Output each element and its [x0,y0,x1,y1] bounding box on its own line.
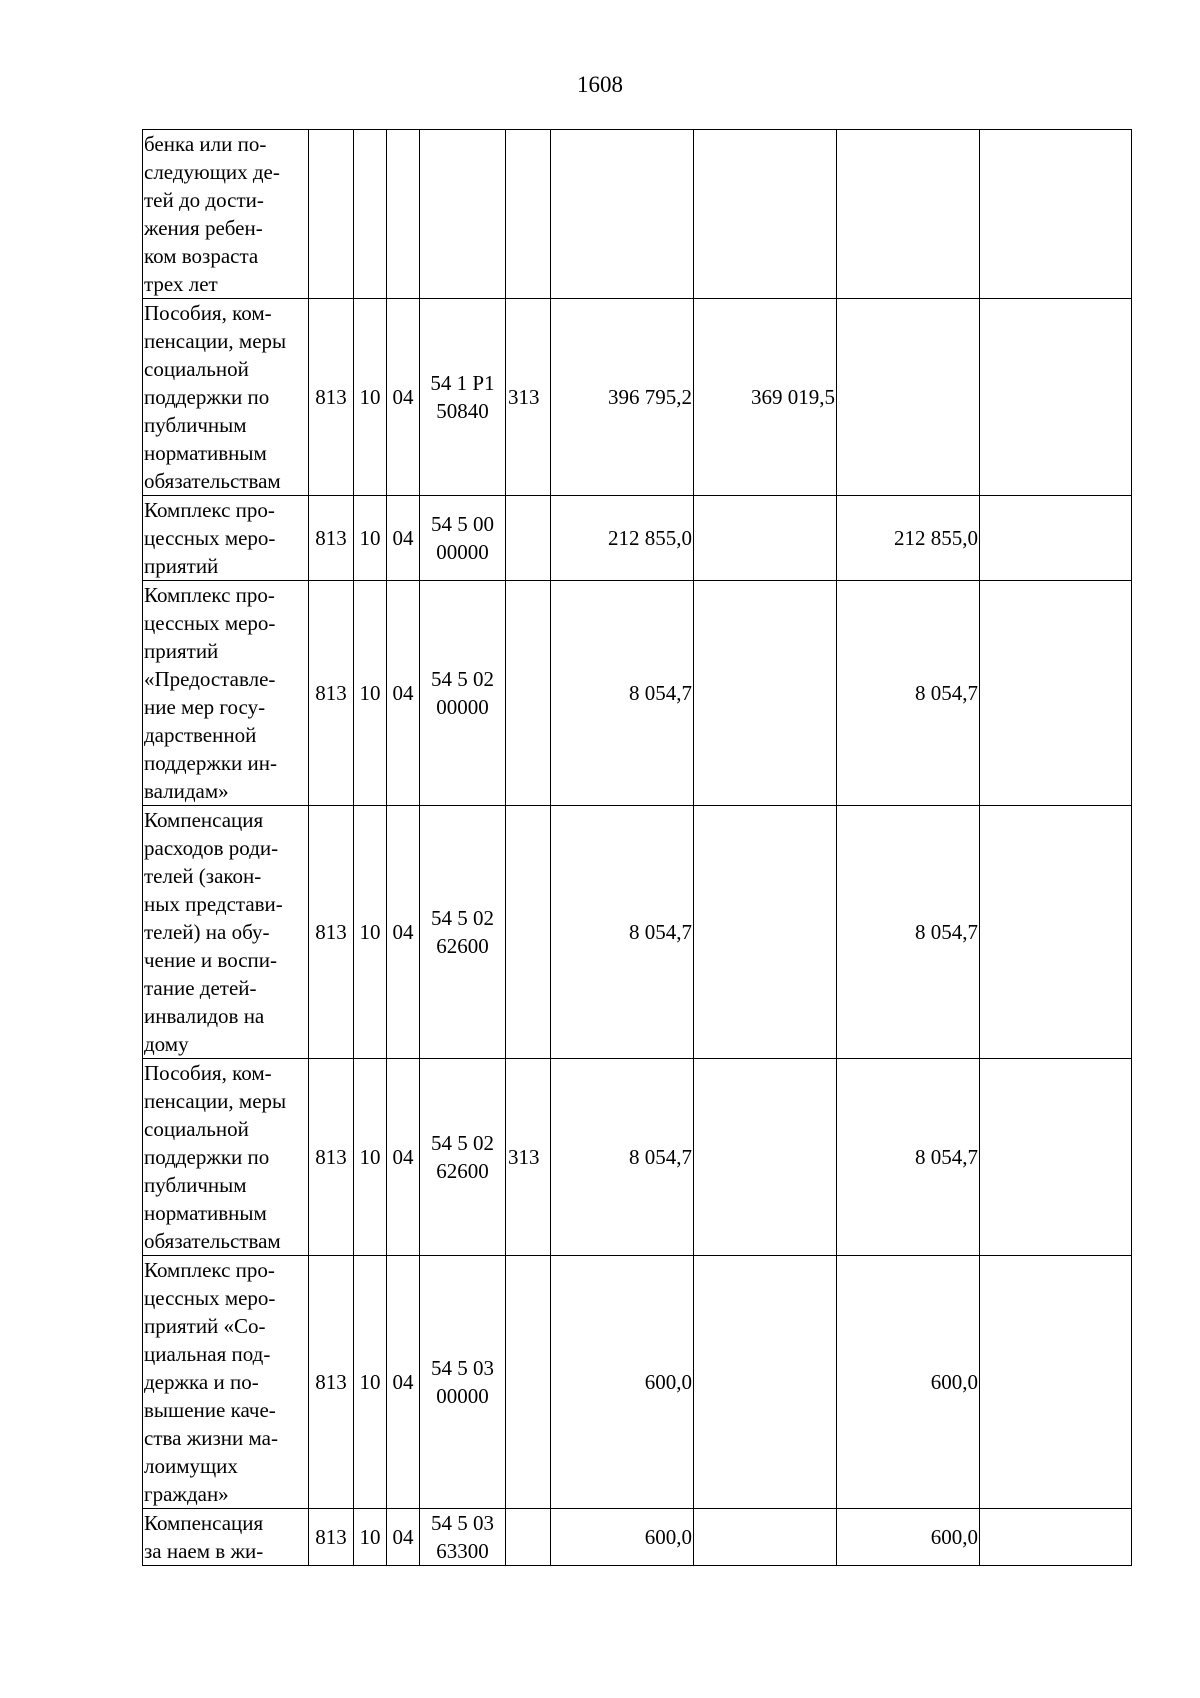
pr-cell: 04 [387,806,420,1059]
csr-cell: 54 1 Р1 50840 [420,299,506,496]
amount-cell-2 [694,1059,837,1256]
amount-cell-4 [980,581,1132,806]
amount-cell-3: 8 054,7 [837,1059,980,1256]
amount-cell-1: 396 795,2 [551,299,694,496]
gr-cell: 813 [309,581,354,806]
csr-cell: 54 5 02 00000 [420,581,506,806]
vr-cell [506,1256,551,1509]
table-row [143,581,1132,806]
row-name-cell [143,1509,309,1566]
pr-cell: 04 [387,1059,420,1256]
gr-cell: 813 [309,1509,354,1566]
csr-cell: 54 5 02 62600 [420,806,506,1059]
csr-cell [420,130,506,299]
amount-cell-1: 8 054,7 [551,806,694,1059]
vr-cell: 313 [506,299,551,496]
amount-cell-3: 600,0 [837,1509,980,1566]
gr-cell: 813 [309,806,354,1059]
amount-cell-2 [694,806,837,1059]
row-name-text: Пособия, ком- пенсации, меры социальной поддержки по публичным нормативным обязательствам [144,1061,287,1253]
pr-cell: 04 [387,1256,420,1509]
gr-cell: 813 [309,1059,354,1256]
gr-cell [309,130,354,299]
row-name-text: бенка или по- следующих де- тей до дости- жения ребен- ком возраста трех лет [144,132,280,296]
amount-cell-2 [694,496,837,581]
amount-cell-3: 212 855,0 [837,496,980,581]
amount-cell-2: 369 019,5 [694,299,837,496]
rz-cell: 10 [354,1509,387,1566]
vr-cell [506,581,551,806]
table-row [143,1509,1132,1566]
amount-cell-4 [980,1059,1132,1256]
amount-cell-1: 212 855,0 [551,496,694,581]
page-number: 1608 [577,72,623,97]
row-name-cell [143,299,309,496]
gr-cell: 813 [309,1256,354,1509]
rz-cell: 10 [354,299,387,496]
table-row [143,806,1132,1059]
vr-cell [506,130,551,299]
row-name-text: Пособия, ком- пенсации, меры социальной поддержки по публичным нормативным обязательствам [144,301,287,493]
amount-cell-3: 8 054,7 [837,806,980,1059]
pr-cell: 04 [387,1509,420,1566]
row-name-cell [143,806,309,1059]
budget-table [142,129,1132,1566]
vr-cell [506,806,551,1059]
amount-cell-4 [980,1256,1132,1509]
rz-cell: 10 [354,1059,387,1256]
row-name-cell [143,1059,309,1256]
table-body [143,130,1132,1566]
row-name-text: Компенсация за наем в жи- [144,1511,264,1563]
rz-cell [354,130,387,299]
csr-cell: 54 5 00 00000 [420,496,506,581]
amount-cell-1 [551,130,694,299]
amount-cell-4 [980,1509,1132,1566]
row-name-cell [143,1256,309,1509]
csr-cell: 54 5 03 63300 [420,1509,506,1566]
amount-cell-1: 8 054,7 [551,1059,694,1256]
amount-cell-2 [694,581,837,806]
pr-cell: 04 [387,581,420,806]
row-name-cell [143,581,309,806]
pr-cell: 04 [387,299,420,496]
amount-cell-4 [980,299,1132,496]
amount-cell-3: 600,0 [837,1256,980,1509]
row-name-text: Комплекс про- цессных меро- приятий [144,498,276,578]
row-name-text: Комплекс про- цессных меро- приятий «Со- циальная под- держка и по- вышение каче- ства жизни ма- лоимущих граждан» [144,1258,278,1506]
pr-cell: 04 [387,496,420,581]
gr-cell: 813 [309,299,354,496]
csr-cell: 54 5 03 00000 [420,1256,506,1509]
table-row [143,130,1132,299]
table-row [143,1059,1132,1256]
row-name-cell [143,496,309,581]
gr-cell: 813 [309,496,354,581]
table-row [143,299,1132,496]
rz-cell: 10 [354,806,387,1059]
amount-cell-2 [694,1509,837,1566]
table-row [143,496,1132,581]
csr-cell: 54 5 02 62600 [420,1059,506,1256]
amount-cell-4 [980,130,1132,299]
amount-cell-2 [694,1256,837,1509]
amount-cell-4 [980,496,1132,581]
amount-cell-2 [694,130,837,299]
row-name-cell [143,130,309,299]
amount-cell-4 [980,806,1132,1059]
vr-cell [506,1509,551,1566]
amount-cell-3 [837,299,980,496]
amount-cell-3 [837,130,980,299]
rz-cell: 10 [354,496,387,581]
row-name-text: Компенсация расходов роди- телей (закон- ных представи- телей) на обу- чение и воспи- тание детей- инвалидов на дому [144,808,283,1056]
amount-cell-1: 600,0 [551,1509,694,1566]
table-row [143,1256,1132,1509]
pr-cell [387,130,420,299]
rz-cell: 10 [354,581,387,806]
vr-cell: 313 [506,1059,551,1256]
amount-cell-3: 8 054,7 [837,581,980,806]
amount-cell-1: 8 054,7 [551,581,694,806]
vr-cell [506,496,551,581]
row-name-text: Комплекс про- цессных меро- приятий «Предоставле- ние мер госу- дарственной поддержки ин- валидам» [144,583,277,803]
rz-cell: 10 [354,1256,387,1509]
amount-cell-1: 600,0 [551,1256,694,1509]
